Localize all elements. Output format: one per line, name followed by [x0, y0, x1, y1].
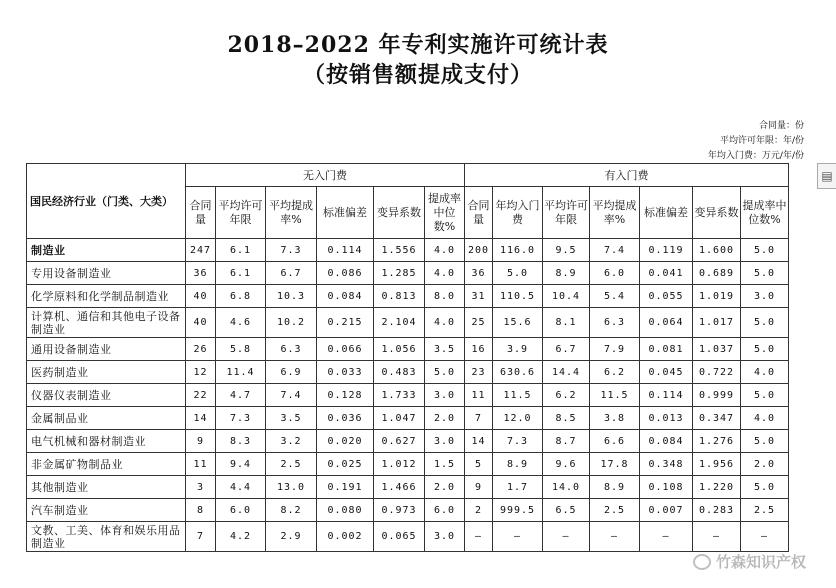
no-fee-value-cell: 0.080	[317, 499, 374, 522]
with-fee-value-cell: 5.0	[741, 384, 789, 407]
no-fee-value-cell: 40	[186, 285, 216, 308]
with-fee-value-cell: 0.348	[640, 453, 693, 476]
no-fee-value-cell: 3.0	[425, 430, 465, 453]
with-fee-value-cell: 1.017	[693, 308, 741, 338]
with-fee-value-cell: 14.0	[543, 476, 590, 499]
with-fee-value-cell: 8.7	[543, 430, 590, 453]
watermark	[693, 551, 806, 572]
with-fee-value-cell: 2.5	[741, 499, 789, 522]
with-fee-value-cell: 3.0	[741, 285, 789, 308]
with-fee-value-cell: 23	[465, 361, 493, 384]
with-fee-value-cell: –	[640, 522, 693, 552]
no-fee-value-cell: 22	[186, 384, 216, 407]
no-fee-value-cell: 0.191	[317, 476, 374, 499]
no-fee-value-cell: 0.066	[317, 338, 374, 361]
with-fee-value-cell: 6.7	[543, 338, 590, 361]
with-fee-value-cell: 7.9	[590, 338, 640, 361]
with-fee-value-cell: 200	[465, 239, 493, 262]
no-fee-value-cell: 247	[186, 239, 216, 262]
no-fee-value-cell: 0.065	[374, 522, 425, 552]
no-fee-value-cell: 3.5	[266, 407, 317, 430]
with-fee-value-cell: 1.7	[493, 476, 543, 499]
no-fee-col-header: 标准偏差	[317, 187, 374, 239]
no-fee-value-cell: 0.128	[317, 384, 374, 407]
no-fee-value-cell: 0.002	[317, 522, 374, 552]
with-fee-value-cell: 12.0	[493, 407, 543, 430]
no-fee-value-cell: 3.5	[425, 338, 465, 361]
with-fee-value-cell: 14.4	[543, 361, 590, 384]
no-fee-value-cell: 26	[186, 338, 216, 361]
no-fee-value-cell: 14	[186, 407, 216, 430]
no-fee-col-header: 变异系数	[374, 187, 425, 239]
with-fee-value-cell: 6.2	[590, 361, 640, 384]
with-fee-value-cell: 1.956	[693, 453, 741, 476]
with-fee-value-cell: 0.081	[640, 338, 693, 361]
with-fee-value-cell: 5.0	[741, 239, 789, 262]
with-fee-value-cell: 0.007	[640, 499, 693, 522]
no-fee-value-cell: 12	[186, 361, 216, 384]
with-fee-value-cell: 5.0	[741, 430, 789, 453]
no-fee-value-cell: 1.5	[425, 453, 465, 476]
no-fee-value-cell: 9.4	[216, 453, 266, 476]
wechat-logo-icon	[693, 554, 711, 570]
with-fee-value-cell: 11.5	[590, 384, 640, 407]
with-fee-value-cell: 1.019	[693, 285, 741, 308]
with-fee-value-cell: 8.9	[590, 476, 640, 499]
no-fee-value-cell: 6.0	[425, 499, 465, 522]
no-fee-value-cell: 0.483	[374, 361, 425, 384]
with-fee-value-cell: 9.5	[543, 239, 590, 262]
with-fee-value-cell: –	[741, 522, 789, 552]
no-fee-value-cell: 1.047	[374, 407, 425, 430]
no-fee-value-cell: 2.9	[266, 522, 317, 552]
no-fee-value-cell: 1.285	[374, 262, 425, 285]
with-fee-col-header: 合同量	[465, 187, 493, 239]
with-fee-value-cell: 9.6	[543, 453, 590, 476]
page-title: 2018–2022 年专利实施许可统计表	[227, 32, 609, 58]
no-fee-value-cell: 6.7	[266, 262, 317, 285]
no-fee-value-cell: 1.012	[374, 453, 425, 476]
with-fee-value-cell: 4.0	[741, 407, 789, 430]
no-fee-value-cell: 11	[186, 453, 216, 476]
no-fee-value-cell: 4.7	[216, 384, 266, 407]
with-fee-value-cell: 0.119	[640, 239, 693, 262]
with-fee-value-cell: 16	[465, 338, 493, 361]
table-row	[27, 384, 789, 407]
unit-note-term: 平均许可年限：年/份	[719, 136, 804, 146]
industry-header: 国民经济行业（门类、大类）	[27, 164, 186, 239]
with-fee-value-cell: 999.5	[493, 499, 543, 522]
with-fee-value-cell: 6.2	[543, 384, 590, 407]
no-fee-value-cell: 0.033	[317, 361, 374, 384]
no-fee-value-cell: 4.0	[425, 262, 465, 285]
with-fee-value-cell: 5.0	[741, 338, 789, 361]
with-fee-value-cell: 0.999	[693, 384, 741, 407]
with-fee-value-cell: 0.283	[693, 499, 741, 522]
with-fee-value-cell: 630.6	[493, 361, 543, 384]
with-fee-value-cell: 5	[465, 453, 493, 476]
with-fee-value-cell: 0.064	[640, 308, 693, 338]
industry-cell: 非金属矿物制品业	[27, 453, 186, 476]
with-fee-value-cell: 8.5	[543, 407, 590, 430]
table-row	[27, 453, 789, 476]
no-fee-value-cell: 2.0	[425, 407, 465, 430]
no-fee-value-cell: 8.2	[266, 499, 317, 522]
statistics-table	[26, 163, 789, 552]
table-row	[27, 407, 789, 430]
no-fee-value-cell: 4.0	[425, 239, 465, 262]
industry-cell: 电气机械和器材制造业	[27, 430, 186, 453]
with-fee-value-cell: 25	[465, 308, 493, 338]
no-fee-value-cell: 6.1	[216, 239, 266, 262]
with-fee-value-cell: 0.013	[640, 407, 693, 430]
industry-cell: 金属制品业	[27, 407, 186, 430]
no-fee-value-cell: 0.215	[317, 308, 374, 338]
no-fee-value-cell: 0.025	[317, 453, 374, 476]
industry-cell: 通用设备制造业	[27, 338, 186, 361]
no-fee-value-cell: 10.3	[266, 285, 317, 308]
with-fee-col-header: 平均提成率%	[590, 187, 640, 239]
with-fee-value-cell: 1.600	[693, 239, 741, 262]
no-fee-value-cell: 6.8	[216, 285, 266, 308]
no-fee-value-cell: 0.973	[374, 499, 425, 522]
no-fee-value-cell: 8.0	[425, 285, 465, 308]
no-fee-value-cell: 0.627	[374, 430, 425, 453]
industry-cell: 计算机、通信和其他电子设备制造业	[27, 308, 186, 338]
with-fee-value-cell: 0.689	[693, 262, 741, 285]
industry-cell: 其他制造业	[27, 476, 186, 499]
side-panel-icon[interactable]: ▤	[817, 163, 836, 189]
unit-note-contract: 合同量：份	[758, 121, 804, 131]
with-fee-value-cell: 8.9	[493, 453, 543, 476]
with-fee-value-cell: 0.055	[640, 285, 693, 308]
no-fee-value-cell: 36	[186, 262, 216, 285]
no-fee-col-header: 平均提成率%	[266, 187, 317, 239]
no-fee-value-cell: 0.084	[317, 285, 374, 308]
with-fee-value-cell: 7.4	[590, 239, 640, 262]
no-fee-value-cell: 10.2	[266, 308, 317, 338]
with-fee-value-cell: 2.0	[741, 453, 789, 476]
with-fee-col-header: 标准偏差	[640, 187, 693, 239]
with-fee-value-cell: 8.1	[543, 308, 590, 338]
with-fee-value-cell: 5.4	[590, 285, 640, 308]
with-fee-value-cell: 11.5	[493, 384, 543, 407]
with-fee-value-cell: 3.8	[590, 407, 640, 430]
with-fee-value-cell: –	[493, 522, 543, 552]
no-fee-value-cell: 13.0	[266, 476, 317, 499]
table-row	[27, 361, 789, 384]
with-fee-value-cell: 5.0	[741, 476, 789, 499]
industry-cell: 医药制造业	[27, 361, 186, 384]
with-fee-value-cell: 110.5	[493, 285, 543, 308]
with-fee-value-cell: 5.0	[493, 262, 543, 285]
industry-cell: 制造业	[27, 239, 186, 262]
with-fee-value-cell: 0.041	[640, 262, 693, 285]
with-fee-value-cell: 1.037	[693, 338, 741, 361]
no-fee-col-header: 提成率中位数%	[425, 187, 465, 239]
group-header-no-fee: 无入门费	[186, 164, 465, 187]
with-fee-value-cell: 9	[465, 476, 493, 499]
with-fee-value-cell: 5.0	[741, 262, 789, 285]
with-fee-value-cell: 7	[465, 407, 493, 430]
table-row	[27, 430, 789, 453]
industry-cell: 汽车制造业	[27, 499, 186, 522]
no-fee-value-cell: 6.1	[216, 262, 266, 285]
no-fee-value-cell: 5.0	[425, 361, 465, 384]
with-fee-value-cell: 7.3	[493, 430, 543, 453]
with-fee-value-cell: 6.3	[590, 308, 640, 338]
with-fee-value-cell: 14	[465, 430, 493, 453]
industry-cell: 仪器仪表制造业	[27, 384, 186, 407]
group-header-with-fee: 有入门费	[465, 164, 789, 187]
industry-cell: 文教、工美、体育和娱乐用品制造业	[27, 522, 186, 552]
table-row	[27, 285, 789, 308]
watermark-text: 竹森知识产权	[715, 553, 806, 571]
no-fee-value-cell: 0.036	[317, 407, 374, 430]
with-fee-value-cell: 5.0	[741, 308, 789, 338]
with-fee-value-cell: 116.0	[493, 239, 543, 262]
no-fee-value-cell: 9	[186, 430, 216, 453]
with-fee-value-cell: 6.0	[590, 262, 640, 285]
table-row	[27, 308, 789, 338]
with-fee-value-cell: 17.8	[590, 453, 640, 476]
no-fee-value-cell: 6.0	[216, 499, 266, 522]
table-row	[27, 262, 789, 285]
with-fee-col-header: 变异系数	[693, 187, 741, 239]
industry-cell: 化学原料和化学制品制造业	[27, 285, 186, 308]
no-fee-value-cell: 6.3	[266, 338, 317, 361]
table-row	[27, 476, 789, 499]
with-fee-value-cell: –	[465, 522, 493, 552]
with-fee-value-cell: 6.6	[590, 430, 640, 453]
unit-note-entry-fee: 年均入门费：万元/年/份	[707, 151, 804, 161]
no-fee-value-cell: 8	[186, 499, 216, 522]
with-fee-value-cell: 0.347	[693, 407, 741, 430]
no-fee-value-cell: 40	[186, 308, 216, 338]
no-fee-value-cell: 1.056	[374, 338, 425, 361]
with-fee-value-cell: 6.5	[543, 499, 590, 522]
with-fee-value-cell: 2	[465, 499, 493, 522]
no-fee-value-cell: 1.466	[374, 476, 425, 499]
no-fee-col-header: 平均许可年限	[216, 187, 266, 239]
with-fee-value-cell: –	[590, 522, 640, 552]
no-fee-col-header: 合同量	[186, 187, 216, 239]
with-fee-value-cell: 0.108	[640, 476, 693, 499]
table-row	[27, 522, 789, 552]
with-fee-value-cell: 0.722	[693, 361, 741, 384]
no-fee-value-cell: 7.3	[216, 407, 266, 430]
no-fee-value-cell: 0.813	[374, 285, 425, 308]
no-fee-value-cell: 3.2	[266, 430, 317, 453]
no-fee-value-cell: 2.5	[266, 453, 317, 476]
industry-cell: 专用设备制造业	[27, 262, 186, 285]
with-fee-value-cell: –	[693, 522, 741, 552]
with-fee-col-header: 平均许可年限	[543, 187, 590, 239]
no-fee-value-cell: 4.4	[216, 476, 266, 499]
no-fee-value-cell: 0.114	[317, 239, 374, 262]
with-fee-value-cell: 2.5	[590, 499, 640, 522]
no-fee-value-cell: 4.0	[425, 308, 465, 338]
with-fee-value-cell: 0.045	[640, 361, 693, 384]
with-fee-value-cell: 31	[465, 285, 493, 308]
with-fee-value-cell: 11	[465, 384, 493, 407]
no-fee-value-cell: 1.733	[374, 384, 425, 407]
with-fee-value-cell: 15.6	[493, 308, 543, 338]
with-fee-col-header: 提成率中位数%	[741, 187, 789, 239]
no-fee-value-cell: 2.0	[425, 476, 465, 499]
no-fee-value-cell: 0.020	[317, 430, 374, 453]
with-fee-value-cell: 1.276	[693, 430, 741, 453]
page-subtitle: （按销售额提成支付）	[302, 62, 533, 88]
with-fee-value-cell: 36	[465, 262, 493, 285]
no-fee-value-cell: 3.0	[425, 522, 465, 552]
with-fee-value-cell: 0.114	[640, 384, 693, 407]
with-fee-col-header: 年均入门费	[493, 187, 543, 239]
no-fee-value-cell: 11.4	[216, 361, 266, 384]
with-fee-value-cell: 3.9	[493, 338, 543, 361]
with-fee-value-cell: 1.220	[693, 476, 741, 499]
no-fee-value-cell: 8.3	[216, 430, 266, 453]
table-row	[27, 239, 789, 262]
with-fee-value-cell: 0.084	[640, 430, 693, 453]
table-row	[27, 338, 789, 361]
no-fee-value-cell: 6.9	[266, 361, 317, 384]
with-fee-value-cell: 4.0	[741, 361, 789, 384]
no-fee-value-cell: 4.6	[216, 308, 266, 338]
no-fee-value-cell: 7.3	[266, 239, 317, 262]
no-fee-value-cell: 3	[186, 476, 216, 499]
with-fee-value-cell: 8.9	[543, 262, 590, 285]
no-fee-value-cell: 5.8	[216, 338, 266, 361]
no-fee-value-cell: 1.556	[374, 239, 425, 262]
table-row	[27, 499, 789, 522]
no-fee-value-cell: 7.4	[266, 384, 317, 407]
no-fee-value-cell: 2.104	[374, 308, 425, 338]
no-fee-value-cell: 4.2	[216, 522, 266, 552]
with-fee-value-cell: –	[543, 522, 590, 552]
no-fee-value-cell: 3.0	[425, 384, 465, 407]
with-fee-value-cell: 10.4	[543, 285, 590, 308]
no-fee-value-cell: 0.086	[317, 262, 374, 285]
no-fee-value-cell: 7	[186, 522, 216, 552]
